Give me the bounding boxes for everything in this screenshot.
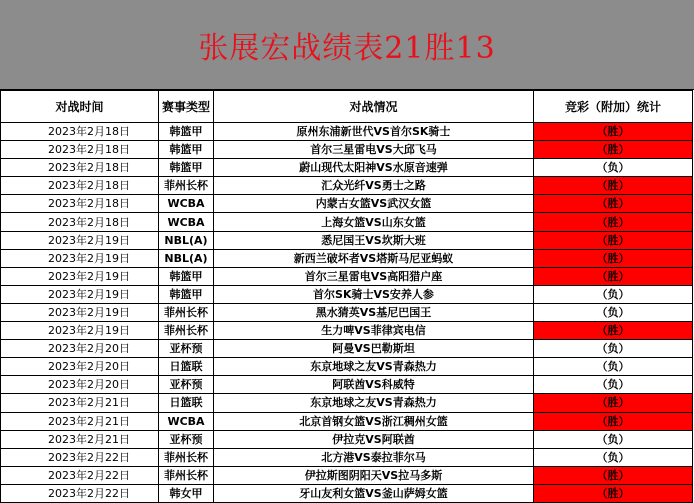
match-cell: 蔚山现代太阳神VS水原音速弹 bbox=[214, 159, 534, 177]
match-cell: 原州东浦新世代VS首尔SK骑士 bbox=[214, 123, 534, 141]
table-row bbox=[1, 195, 693, 213]
date-cell: 2023年2月21日 bbox=[1, 394, 159, 412]
result-cell: （胜） bbox=[534, 466, 693, 484]
table-row bbox=[1, 177, 693, 195]
match-cell: 北京首钢女篮VS浙江稠州女篮 bbox=[214, 412, 534, 430]
date-cell: 2023年2月20日 bbox=[1, 376, 159, 394]
table-row bbox=[1, 303, 693, 321]
type-cell: WCBA bbox=[159, 213, 214, 231]
type-cell: 菲州长杯 bbox=[159, 303, 214, 321]
record-table bbox=[0, 90, 693, 503]
table-row bbox=[1, 358, 693, 376]
table-row bbox=[1, 376, 693, 394]
date-cell: 2023年2月18日 bbox=[1, 195, 159, 213]
type-cell: NBL(A) bbox=[159, 231, 214, 249]
result-cell: （负） bbox=[534, 303, 693, 321]
result-cell: （负） bbox=[534, 285, 693, 303]
match-cell: 阿联酋VS科威特 bbox=[214, 376, 534, 394]
table-row bbox=[1, 466, 693, 484]
type-cell: 韩篮甲 bbox=[159, 141, 214, 159]
type-cell: 亚杯预 bbox=[159, 340, 214, 358]
result-cell: （胜） bbox=[534, 412, 693, 430]
match-cell: 汇众光纤VS勇士之路 bbox=[214, 177, 534, 195]
table-row bbox=[1, 448, 693, 466]
date-cell: 2023年2月22日 bbox=[1, 448, 159, 466]
type-cell: 菲州长杯 bbox=[159, 466, 214, 484]
result-cell: （胜） bbox=[534, 195, 693, 213]
type-cell: NBL(A) bbox=[159, 249, 214, 267]
result-cell: （负） bbox=[534, 430, 693, 448]
match-cell: 新西兰破坏者VS塔斯马尼亚蚂蚁 bbox=[214, 249, 534, 267]
table-row bbox=[1, 267, 693, 285]
result-cell: （胜） bbox=[534, 123, 693, 141]
date-cell: 2023年2月19日 bbox=[1, 231, 159, 249]
table-row bbox=[1, 394, 693, 412]
result-cell: （胜） bbox=[534, 177, 693, 195]
title-bar bbox=[0, 0, 694, 90]
result-cell: （负） bbox=[534, 448, 693, 466]
result-cell: （负） bbox=[534, 340, 693, 358]
type-cell: 亚杯预 bbox=[159, 376, 214, 394]
match-cell: 悉尼国王VS坎斯大班 bbox=[214, 231, 534, 249]
type-cell: 韩篮甲 bbox=[159, 285, 214, 303]
date-cell: 2023年2月19日 bbox=[1, 303, 159, 321]
result-cell: （胜） bbox=[534, 267, 693, 285]
result-cell: （胜） bbox=[534, 484, 693, 502]
table-row bbox=[1, 141, 693, 159]
match-cell: 东京地球之友VS青森热力 bbox=[214, 358, 534, 376]
type-cell: 日篮联 bbox=[159, 394, 214, 412]
result-cell: （负） bbox=[534, 376, 693, 394]
date-cell: 2023年2月20日 bbox=[1, 358, 159, 376]
result-cell: （胜） bbox=[534, 141, 693, 159]
result-cell: （胜） bbox=[534, 322, 693, 340]
table-row bbox=[1, 322, 693, 340]
header-row bbox=[1, 91, 693, 123]
result-cell: （负） bbox=[534, 358, 693, 376]
match-cell: 东京地球之友VS青森热力 bbox=[214, 394, 534, 412]
result-cell: （胜） bbox=[534, 249, 693, 267]
date-cell: 2023年2月18日 bbox=[1, 123, 159, 141]
table-row bbox=[1, 231, 693, 249]
result-cell: （胜） bbox=[534, 394, 693, 412]
type-cell: 韩篮甲 bbox=[159, 267, 214, 285]
match-cell: 阿曼VS巴勒斯坦 bbox=[214, 340, 534, 358]
type-cell: 日篮联 bbox=[159, 358, 214, 376]
result-cell: （负） bbox=[534, 159, 693, 177]
table-row bbox=[1, 412, 693, 430]
sheet-title: 张展宏战绩表21胜13 bbox=[198, 30, 496, 66]
date-cell: 2023年2月18日 bbox=[1, 141, 159, 159]
type-cell: 菲州长杯 bbox=[159, 322, 214, 340]
type-cell: 菲州长杯 bbox=[159, 177, 214, 195]
date-cell: 2023年2月19日 bbox=[1, 322, 159, 340]
type-cell: 韩篮甲 bbox=[159, 159, 214, 177]
header-match: 对战情况 bbox=[214, 91, 534, 123]
date-cell: 2023年2月18日 bbox=[1, 159, 159, 177]
match-cell: 伊拉克VS阿联酋 bbox=[214, 430, 534, 448]
header-date: 对战时间 bbox=[1, 91, 159, 123]
type-cell: 亚杯预 bbox=[159, 430, 214, 448]
match-cell: 内蒙古女篮VS武汉女篮 bbox=[214, 195, 534, 213]
type-cell: 菲州长杯 bbox=[159, 448, 214, 466]
match-cell: 首尔三星雷电VS高阳猎户座 bbox=[214, 267, 534, 285]
match-cell: 牙山友利女篮VS釜山萨姆女篮 bbox=[214, 484, 534, 502]
date-cell: 2023年2月18日 bbox=[1, 213, 159, 231]
date-cell: 2023年2月22日 bbox=[1, 484, 159, 502]
date-cell: 2023年2月18日 bbox=[1, 177, 159, 195]
table-row bbox=[1, 340, 693, 358]
match-cell: 生力啤VS菲律宾电信 bbox=[214, 322, 534, 340]
match-cell: 首尔SK骑士VS安养人参 bbox=[214, 285, 534, 303]
table-row bbox=[1, 159, 693, 177]
header-result: 竞彩（附加）统计 bbox=[534, 91, 693, 123]
match-cell: 伊拉斯图阴阳天VS拉马多斯 bbox=[214, 466, 534, 484]
match-cell: 北方港VS泰拉菲尔马 bbox=[214, 448, 534, 466]
type-cell: WCBA bbox=[159, 195, 214, 213]
date-cell: 2023年2月19日 bbox=[1, 249, 159, 267]
match-cell: 首尔三星雷电VS大邱飞马 bbox=[214, 141, 534, 159]
table-row bbox=[1, 430, 693, 448]
type-cell: 韩篮甲 bbox=[159, 123, 214, 141]
type-cell: 韩女甲 bbox=[159, 484, 214, 502]
table-row bbox=[1, 123, 693, 141]
header-type: 赛事类型 bbox=[159, 91, 214, 123]
table-row bbox=[1, 249, 693, 267]
date-cell: 2023年2月21日 bbox=[1, 430, 159, 448]
table-row bbox=[1, 285, 693, 303]
date-cell: 2023年2月21日 bbox=[1, 412, 159, 430]
match-cell: 上海女篮VS山东女篮 bbox=[214, 213, 534, 231]
table-row bbox=[1, 213, 693, 231]
date-cell: 2023年2月22日 bbox=[1, 466, 159, 484]
date-cell: 2023年2月19日 bbox=[1, 267, 159, 285]
match-cell: 黑水猜英VS基尼巴国王 bbox=[214, 303, 534, 321]
result-cell: （胜） bbox=[534, 231, 693, 249]
result-cell: （胜） bbox=[534, 213, 693, 231]
date-cell: 2023年2月20日 bbox=[1, 340, 159, 358]
type-cell: WCBA bbox=[159, 412, 214, 430]
date-cell: 2023年2月19日 bbox=[1, 285, 159, 303]
